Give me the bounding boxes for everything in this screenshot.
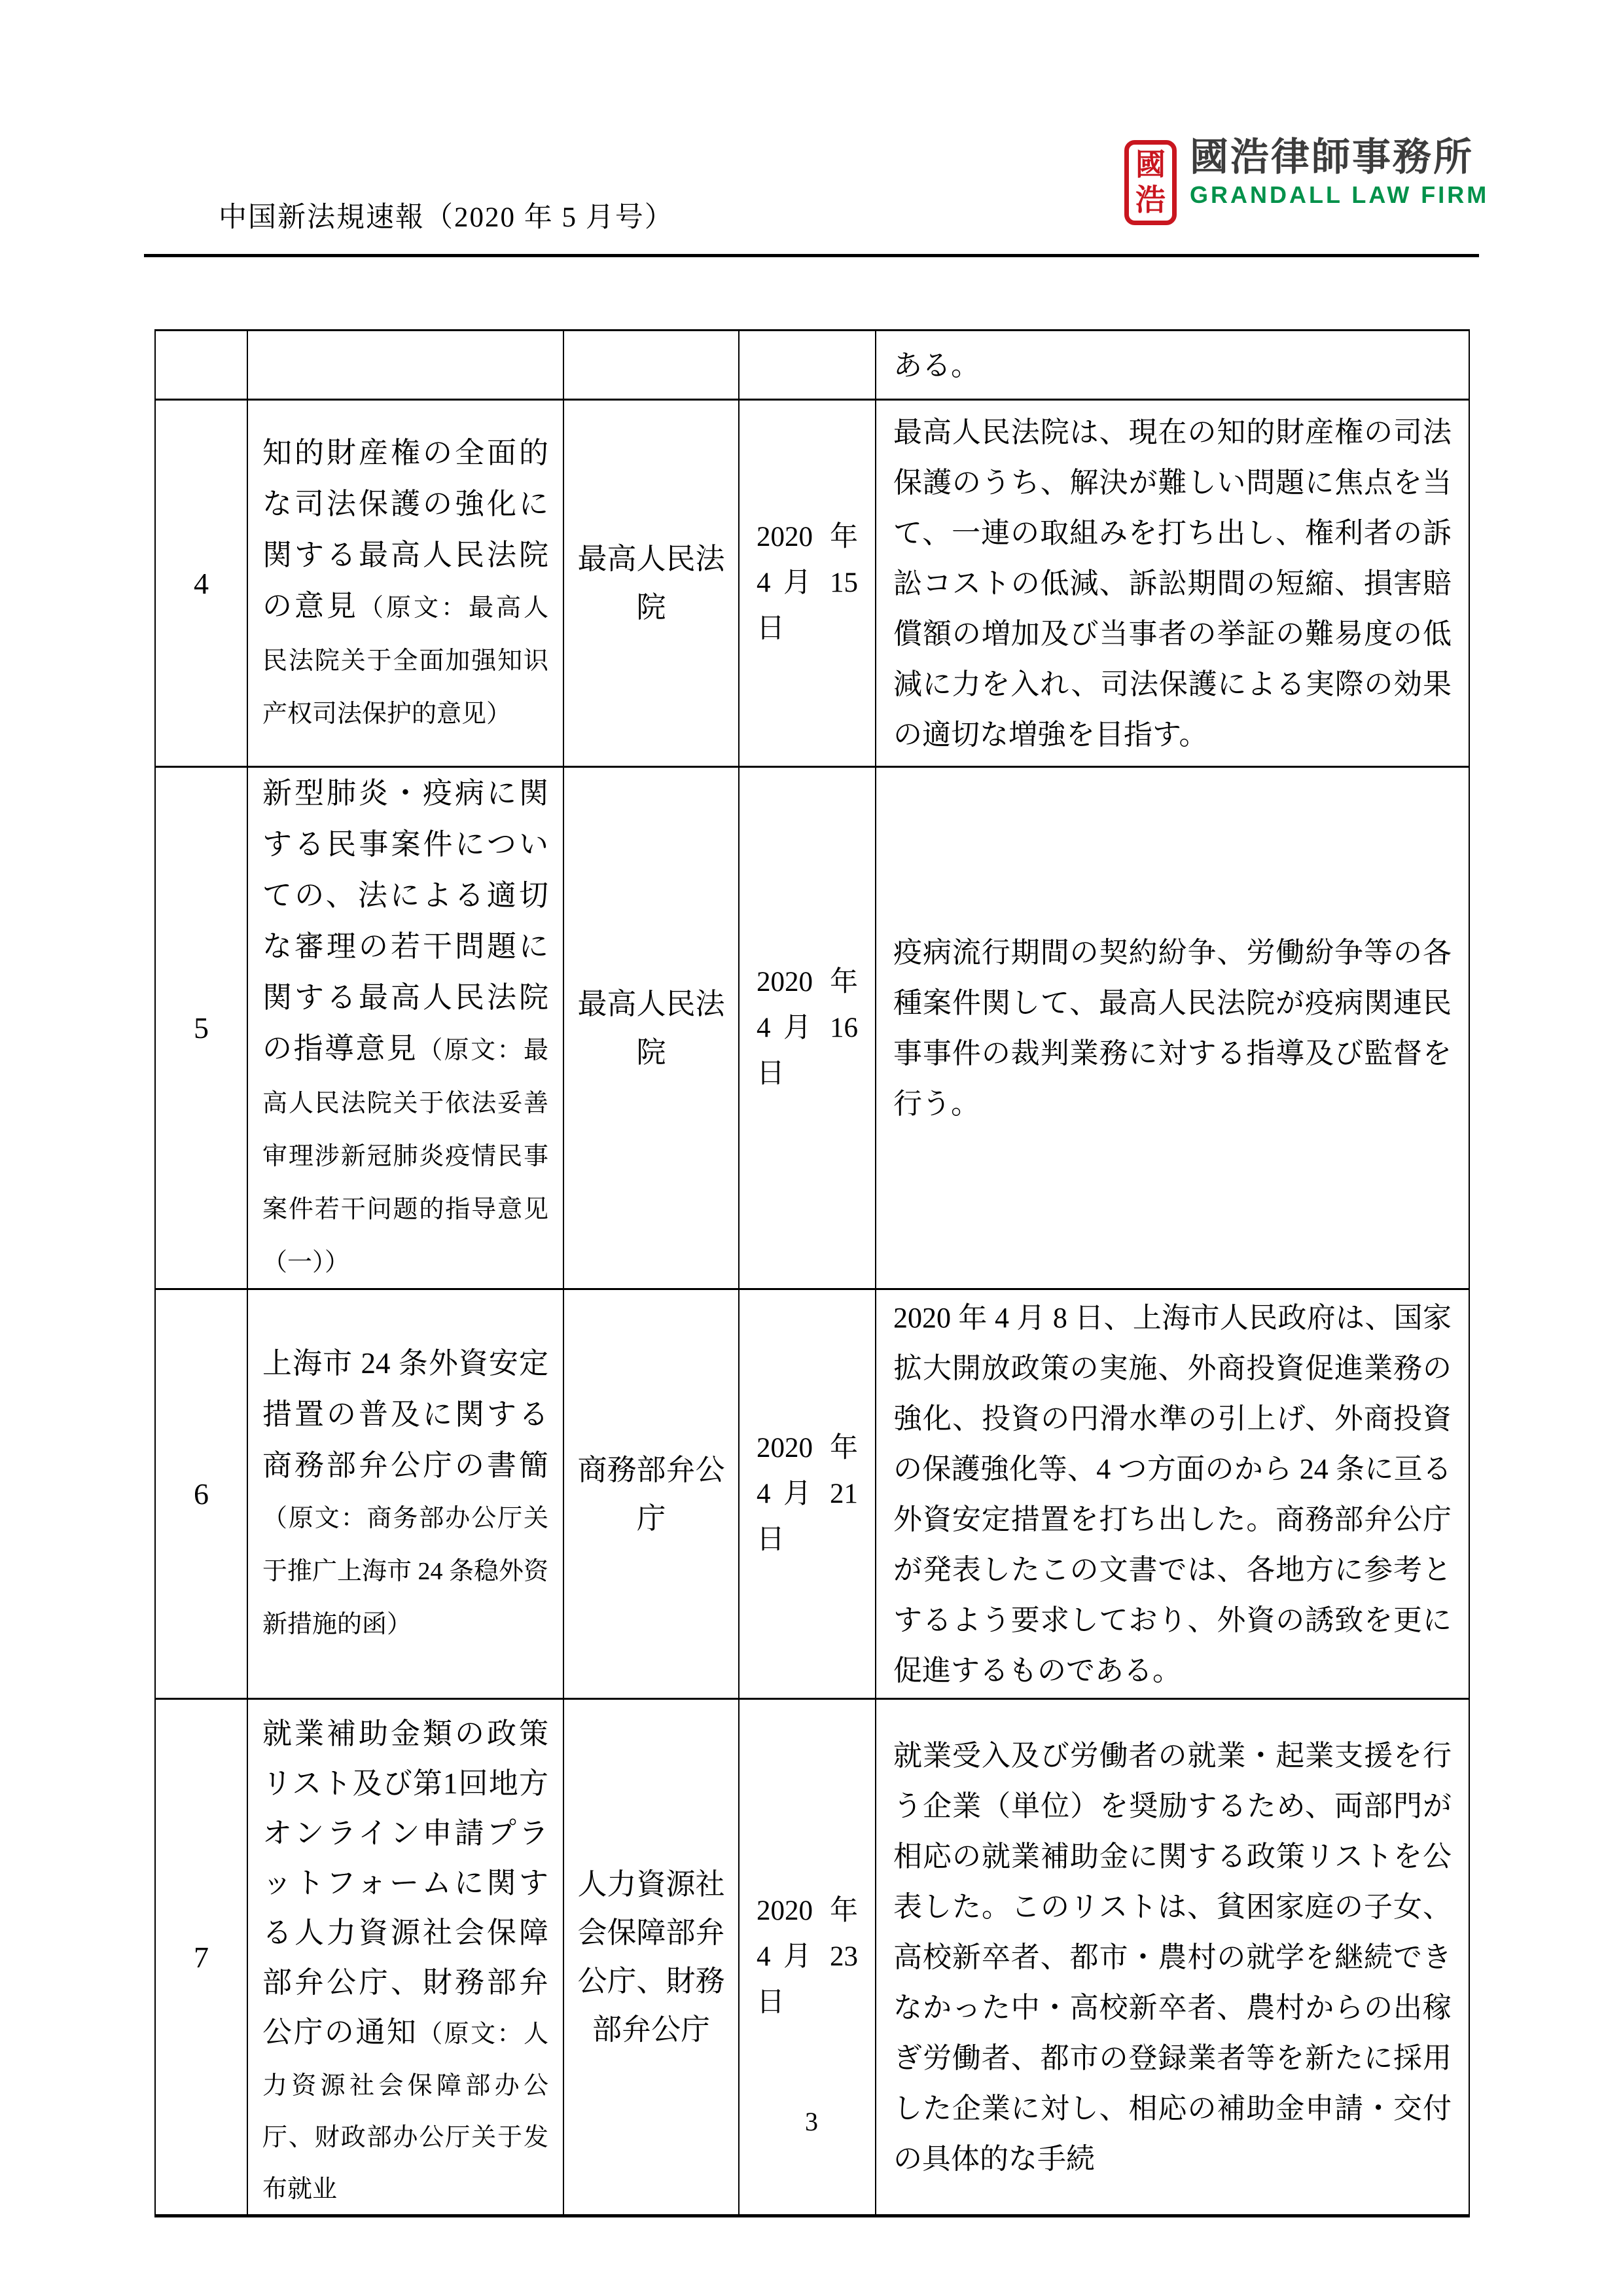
date-line: 日 [757,1524,785,1555]
cell-date [739,1289,876,1699]
logo-name-english: GRANDALL LAW FIRM [1190,181,1489,208]
cell-title [247,1699,563,2216]
cell-summary [876,331,1469,400]
logo-name-chinese: 國浩律師事務所 [1190,135,1474,179]
title-origin: （原文：最高人民法院关于依法妥善审理涉新冠肺炎疫情民事案件若干问题的指导意见（一）） [262,1037,548,1276]
grandall-logo [1124,136,1489,225]
seal-char-bottom: 浩 [1135,183,1166,217]
date-line: 2020 年 [757,966,858,997]
cell-title [247,767,563,1289]
page-title: 中国新法規速報（2020 年 5 月号） [219,202,674,233]
cell-number: 4 [155,400,247,767]
date-line: 日 [757,1058,785,1089]
date-line: 4 月 16 [757,1012,858,1043]
date-line: 4 月 23 [757,1941,858,1972]
date-line: 2020 年 [757,1432,858,1463]
cell-number: 5 [155,767,247,1289]
regulation-title [262,427,548,740]
summary-text: 2020 年 4 月 8 日、上海市人民政府は、国家拡大開放政策の実施、外商投資促進業務の強化、投資の円滑水準の引上げ、外商投資の保護強化等、4 つ方面のから 24 条に亘る外資安定措置を打ち出した。商務部弁公庁が発表したこの文書では、各地方に参考とするよう要求しており、外資の誘致を更に促進するものである。 [893,1301,1452,1687]
cell-title [247,400,563,767]
cell-authority [563,331,739,400]
date-line: 4 月 21 [757,1478,858,1509]
cell-authority: 最高人民法院 [563,400,739,767]
regulation-title [262,768,548,1288]
header-divider [144,254,1479,257]
cell-summary [876,767,1469,1289]
cell-number: 6 [155,1289,247,1699]
cell-summary [876,1289,1469,1699]
date-line: 日 [757,613,785,644]
regulation-title [262,1700,548,2214]
regulation-title [262,1338,548,1650]
title-origin: （原文：最高人民法院关于全面加强知识产权司法保护的意见） [262,594,548,728]
date-line: 4 月 15 [757,567,858,598]
summary-text: 就業受入及び労働者の就業・起業支援を行う企業（単位）を奨励するため、両部門が相応の就業補助金に関する政策リストを公表した。このリストは、貧困家庭の子女、高校新卒者、都市・農村の就学を継続できなかった中・高校新卒者、農村からの出稼ぎ労働者、都市の登録業者等を新たに採用した企業に対し、相応の補助金申請・交付の具体的な手続 [893,1739,1452,2175]
title-main: 上海市 24 条外資安定措置の普及に関する商務部弁公庁の書簡 [262,1347,548,1482]
summary-text: 疫病流行期間の契約紛争、労働紛争等の各種案件関して、最高人民法院が疫病関連民事事件の裁判業務に対する指導及び監督を行う。 [893,936,1452,1120]
seal-char-top: 國 [1135,148,1166,181]
title-main: 就業補助金類の政策リスト及び第1回地方オンライン申請プラットフォームに関する人力資源社会保障部弁公庁、財務部弁公庁の通知 [262,1717,548,2049]
cell-number: 7 [155,1699,247,2216]
cell-authority: 商務部弁公庁 [563,1289,739,1699]
title-origin: （原文：人力资源社会保障部办公厅、财政部办公厅关于发布就业 [262,2020,548,2203]
date-line: 日 [757,1987,785,2018]
title-main: 新型肺炎・疫病に関する民事案件についての、法による適切な審理の若干問題に関する最高人民法院の指導意見 [262,777,548,1065]
title-main: 知的財産権の全面的な司法保護の強化に関する最高人民法院の意見 [262,436,548,622]
cell-number [155,331,247,400]
cell-authority: 人力資源社会保障部弁公庁、財務部弁公庁 [563,1699,739,2216]
grandall-seal-icon [1124,140,1177,225]
table-row [155,1699,1469,2216]
cell-date [739,331,876,400]
regulations-table [154,329,1470,2217]
title-origin: （原文：商务部办公厅关于推广上海市 24 条稳外资新措施的函） [262,1505,549,1638]
date-line: 2020 年 [757,522,858,552]
logo-text [1190,136,1489,209]
summary-text: ある。 [893,350,980,382]
table-row [155,400,1469,767]
cell-authority: 最高人民法院 [563,767,739,1289]
cell-summary [876,1699,1469,2216]
table-row-continuation [155,331,1469,400]
page-number: 3 [805,2107,818,2136]
cell-date [739,400,876,767]
table-row [155,767,1469,1289]
table-row [155,1289,1469,1699]
cell-title [247,331,563,400]
cell-date [739,767,876,1289]
date-line: 2020 年 [757,1895,858,1926]
cell-title [247,1289,563,1699]
cell-summary [876,400,1469,767]
summary-text: 最高人民法院は、現在の知的財産権の司法保護のうち、解決が難しい問題に焦点を当て、一連の取組みを打ち出し、権利者の訴訟コストの低減、訴訟期間の短縮、損害賠償額の増加及び当事者の挙証の難易度の低減に力を入れ、司法保護による実際の効果の適切な増強を目指す。 [893,416,1452,751]
cell-date [739,1699,876,2216]
